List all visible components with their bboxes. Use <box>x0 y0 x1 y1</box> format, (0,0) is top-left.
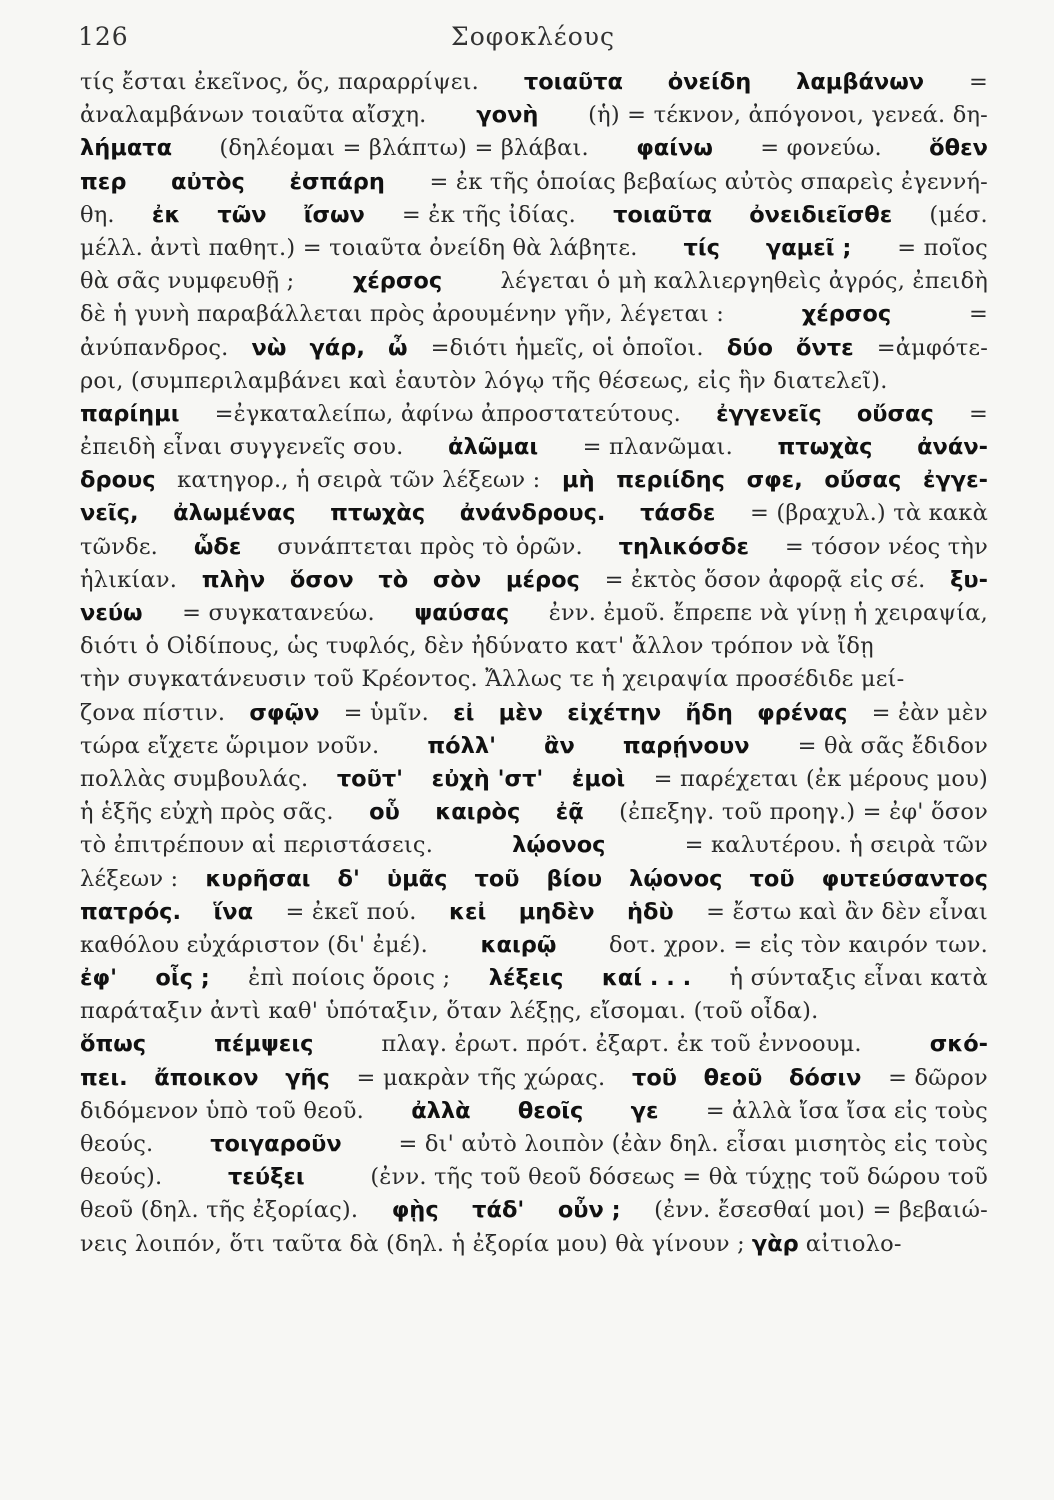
gloss-text: λέξεων : <box>80 865 179 892</box>
text-line <box>80 232 988 265</box>
lemma-bold: ἐμοὶ <box>571 765 626 792</box>
gloss-text: τίς ἔσται ἐκεῖνος, ὅς, παραρρίψει. <box>80 69 480 95</box>
gloss-text: πολλὰς συμβουλάς. <box>80 765 309 792</box>
gloss-text: ἀναλαμβάνων τοιαῦτα αἴσχη. <box>80 102 427 129</box>
gloss-text: (ἐπεξηγ. τοῦ προηγ.) = ἐφ' ὅσον <box>619 799 988 826</box>
gloss-text: θεοῦ (δηλ. τῆς ἐξορίας). <box>80 1197 359 1224</box>
lemma-bold: πτωχὰς <box>777 434 873 461</box>
lemma-bold: τοιγαροῦν <box>210 1131 342 1157</box>
text-line <box>80 1228 988 1261</box>
text-line <box>80 431 988 464</box>
page-header <box>78 22 988 62</box>
lemma-bold: ἐκ <box>151 201 181 228</box>
text-line <box>80 763 988 796</box>
gloss-text: = φονεύω. <box>760 135 882 162</box>
lemma-bold: ἀλῶμαι <box>448 434 539 461</box>
lemma-bold: ἀνάνδρους. <box>459 500 606 527</box>
gloss-text: = ὑμῖν. <box>343 699 429 726</box>
lemma-bold: πει. <box>80 1064 128 1091</box>
lemma-bold: πόλλ' <box>427 732 496 759</box>
gloss-text: = δῶρον <box>888 1064 988 1091</box>
gloss-text: = πλανῶμαι. <box>582 434 733 461</box>
lemma-bold: λῴονος <box>512 832 606 859</box>
gloss-text: = <box>968 301 988 328</box>
gloss-text: παράταξιν ἀντὶ καθ' ὑπόταξιν, ὅταν λέξῃς, εἴσομαι. (τοῦ οἶδα). <box>80 998 819 1025</box>
gloss-text: νεις λοιπόν, ὅτι ταῦτα δὰ (δηλ. ἡ ἐξορία μου) θὰ γίνουν ; <box>80 1230 745 1257</box>
lemma-bold: πλὴν <box>201 566 266 593</box>
gloss-text: καθόλου εὐχάριστον (δι' ἐμέ). <box>80 931 428 958</box>
lemma-bold: τοῦτ' <box>336 765 404 792</box>
gloss-text: ἡλικίαν. <box>80 566 178 593</box>
lemma-bold: νεῖς, <box>80 500 139 527</box>
lemma-bold: ἀλλὰ <box>411 1097 471 1124</box>
text-line <box>80 1062 988 1095</box>
text-line <box>80 663 988 696</box>
lemma-bold: γῆς <box>285 1064 330 1091</box>
text-line <box>80 1095 988 1128</box>
lemma-bold: ἵνα <box>213 898 254 925</box>
text-line <box>80 630 988 663</box>
text-line <box>80 398 988 431</box>
gloss-text: ἐπειδὴ εἶναι συγγενεῖς σου. <box>80 434 404 461</box>
lemma-bold: βίου <box>546 865 603 892</box>
gloss-text: =ἐγκαταλείπω, ἀφίνω ἀπροστατεύτους. <box>214 400 681 427</box>
lemma-bold: ἐγγε- <box>922 467 988 494</box>
lemma-bold: παρίημι <box>80 400 180 427</box>
lemma-bold: οὗ <box>369 799 400 826</box>
lemma-bold: δύο <box>726 334 773 361</box>
lemma-bold: τοῦ <box>631 1064 677 1091</box>
lemma-bold: γάρ, <box>309 334 365 361</box>
lemma-bold: οὔσας <box>856 400 934 427</box>
gloss-text: =διότι ἡμεῖς, οἱ ὁποῖοι. <box>430 334 704 361</box>
lemma-bold: γονὴ <box>476 102 539 129</box>
lemma-bold: ὅπως <box>80 1031 147 1058</box>
lemma-bold: τηλικόσδε <box>618 533 749 560</box>
lemma-bold: ἀλωμένας <box>173 500 296 527</box>
gloss-text: = ἔστω καὶ ἂν δὲν εἶναι <box>706 898 988 925</box>
gloss-text: = τόσον νέος τὴν <box>784 533 988 560</box>
text-line <box>80 829 988 862</box>
lemma-bold: καιρῷ <box>480 931 557 958</box>
lemma-bold: πατρός. <box>80 898 182 925</box>
lemma-bold: τὸ <box>378 566 409 593</box>
gloss-text: δὲ ἡ γυνὴ παραβάλλεται πρὸς ἀρουμένην γῆν, λέγεται : <box>80 301 724 328</box>
gloss-text: συνάπτεται πρὸς τὸ ὁρῶν. <box>277 533 583 560</box>
lemma-bold: τίς <box>683 234 720 261</box>
commentary-text <box>80 66 988 1261</box>
text-line <box>80 929 988 962</box>
gloss-text: θὰ σᾶς νυμφευθῇ ; <box>80 268 295 295</box>
gloss-text: τὴν συγκατάνευσιν τοῦ Κρέοντος. Ἄλλως τε ἡ χειραψία προσέδιδε μεί- <box>80 666 905 693</box>
lemma-bold: θεοῦ <box>703 1064 763 1091</box>
lemma-bold: ἄποικον <box>154 1064 259 1091</box>
text-line <box>80 332 988 365</box>
lemma-bold: μέρος <box>505 566 580 593</box>
gloss-text: ἐπὶ ποίοις ὅροις ; <box>248 965 451 992</box>
text-line <box>80 1161 988 1194</box>
lemma-bold: δόσιν <box>788 1064 862 1091</box>
gloss-text: = ἐὰν μὲν <box>871 699 988 726</box>
gloss-text: = παρέχεται (ἐκ μέρους μου) <box>653 765 988 792</box>
lemma-bold: τοιαῦτα <box>523 69 623 95</box>
lemma-bold: ὑμᾶς <box>386 865 448 892</box>
lemma-bold: δ' <box>337 865 360 892</box>
lemma-bold: ὄντε <box>796 334 854 361</box>
gloss-text: ζονα πίστιν. <box>80 699 226 726</box>
lemma-bold: λέξεις <box>488 965 564 992</box>
lemma-bold: σκό- <box>929 1031 988 1058</box>
lemma-bold: οὖν ; <box>557 1197 621 1224</box>
lemma-bold: καί . . . <box>601 965 692 992</box>
gloss-text: τὸ ἐπιτρέπουν αἱ περιστάσεις. <box>80 832 434 859</box>
gloss-text: τώρα εἴχετε ὥριμον νοῦν. <box>80 732 380 759</box>
text-line <box>80 564 988 597</box>
gloss-text: = <box>968 69 988 95</box>
lemma-bold: τοιαῦτα <box>613 201 713 228</box>
gloss-text: θεούς. <box>80 1131 154 1157</box>
lemma-bold: ὦ <box>387 334 408 361</box>
text-line <box>80 298 988 331</box>
lemma-bold: νεύω <box>80 600 143 626</box>
lemma-bold: ὅθεν <box>929 135 988 162</box>
lemma-bold: ἀνάν- <box>917 434 988 461</box>
lemma-bold: ἡδὺ <box>626 898 674 925</box>
lemma-bold: μὴ <box>562 467 595 494</box>
lemma-bold: ὧδε <box>193 533 242 560</box>
lemma-bold: πτωχὰς <box>330 500 426 527</box>
text-line <box>80 697 988 730</box>
gloss-text: = <box>968 400 988 427</box>
gloss-text: = ποῖος <box>897 234 988 261</box>
lemma-bold: ἐᾷ <box>555 799 584 826</box>
text-line <box>80 531 988 564</box>
lemma-bold: οἷς ; <box>155 965 210 992</box>
lemma-bold: ἐγγενεῖς <box>716 400 822 427</box>
gloss-text: ἡ ἑξῆς εὐχὴ πρὸς σᾶς. <box>80 799 334 826</box>
gloss-text: = ἐκτὸς ὅσον ἀφορᾷ εἰς σέ. <box>604 566 926 593</box>
lemma-bold: ὀνειδιεῖσθε <box>749 201 893 228</box>
text-line <box>80 66 988 99</box>
gloss-text: μέλλ. ἀντὶ παθητ.) = τοιαῦτα ὀνείδη θὰ λάβητε. <box>80 234 638 261</box>
lemma-bold: γὰρ <box>751 1230 799 1257</box>
lemma-bold: τάσδε <box>640 500 716 527</box>
gloss-text: ἐνν. ἐμοῦ. ἔπρεπε νὰ γίνῃ ἡ χειραψία, <box>548 600 988 626</box>
lemma-bold: δρους <box>80 467 156 494</box>
gloss-text: = (βραχυλ.) τὰ κακὰ <box>749 500 988 527</box>
lemma-bold: τοῦ <box>749 865 795 892</box>
lemma-bold: ψαύσας <box>414 600 510 626</box>
lemma-bold: λαμβάνων <box>796 69 925 95</box>
text-line <box>80 265 988 298</box>
text-line <box>80 1128 988 1161</box>
lemma-bold: νὼ <box>251 334 287 361</box>
gloss-text: = ἐκ τῆς ἰδίας. <box>401 201 577 228</box>
gloss-text: = καλυτέρου. ἡ σειρὰ τῶν <box>684 832 988 859</box>
lemma-bold: λῴονος <box>629 865 723 892</box>
gloss-text: διδόμενον ὑπὸ τοῦ θεοῦ. <box>80 1097 364 1124</box>
lemma-bold: σφε, <box>746 467 803 494</box>
text-line <box>80 132 988 165</box>
gloss-text: πλαγ. ἐρωτ. πρότ. ἐξαρτ. ἐκ τοῦ ἐννοουμ. <box>381 1031 862 1058</box>
lemma-bold: ἤδη <box>685 699 733 726</box>
text-line <box>80 896 988 929</box>
gloss-text: (ἡ) = τέκνον, ἀπόγονοι, γενεά. δη- <box>588 102 988 129</box>
text-line <box>80 464 988 497</box>
lemma-bold: λήματα <box>80 135 173 162</box>
text-line <box>80 99 988 132</box>
gloss-text: λέγεται ὁ μὴ καλλιεργηθεὶς ἀγρός, ἐπειδὴ <box>500 268 988 295</box>
lemma-bold: ξυ- <box>950 566 988 593</box>
lemma-bold: θεοῖς <box>517 1097 584 1124</box>
text-line <box>80 962 988 995</box>
gloss-text: (μέσ. <box>929 201 988 228</box>
gloss-text: =ἀμφότε- <box>876 334 988 361</box>
text-line <box>80 995 988 1028</box>
text-line <box>80 199 988 232</box>
gloss-text: αἰτιολο- <box>805 1230 902 1257</box>
lemma-bold: μὲν <box>498 699 544 726</box>
gloss-text: διότι ὁ Οἰδίπους, ὡς τυφλός, δὲν ἠδύνατο κατ' ἄλλον τρόπον νὰ ἴδῃ <box>80 633 874 660</box>
text-line <box>80 796 988 829</box>
gloss-text: τῶνδε. <box>80 533 159 560</box>
lemma-bold: τάδ' <box>472 1197 525 1224</box>
gloss-text: (ἐνν. ἔσεσθαί μοι) = βεβαιώ- <box>654 1197 988 1224</box>
running-title: Σοφοκλέους <box>451 22 615 51</box>
lemma-bold: περ <box>80 168 127 195</box>
lemma-bold: μηδὲν <box>518 898 595 925</box>
lemma-bold: καιρὸς <box>435 799 521 826</box>
text-line <box>80 863 988 896</box>
lemma-bold: φρένας <box>757 699 848 726</box>
text-line <box>80 1028 988 1061</box>
gloss-text: = δι' αὐτὸ λοιπὸν (ἐὰν δηλ. εἶσαι μισητὸς εἰς τοὺς <box>398 1131 988 1157</box>
gloss-text: = ἐκ τῆς ὁποίας βεβαίως αὐτὸς σπαρεὶς ἐγεννή- <box>429 168 988 195</box>
lemma-bold: ὀνείδη <box>667 69 752 95</box>
lemma-bold: ἐσπάρη <box>289 168 385 195</box>
gloss-text: ἡ σύνταξις εἶναι κατὰ <box>729 965 988 992</box>
gloss-text: κατηγορ., ἡ σειρὰ τῶν λέξεων : <box>177 467 541 494</box>
lemma-bold: περιίδης <box>616 467 725 494</box>
lemma-bold: φῂς <box>391 1197 439 1224</box>
lemma-bold: φυτεύσαντος <box>821 865 988 892</box>
gloss-text: (ἐνν. τῆς τοῦ θεοῦ δόσεως = θὰ τύχῃς τοῦ δώρου τοῦ <box>370 1164 988 1191</box>
lemma-bold: ἴσων <box>303 201 365 228</box>
gloss-text: δοτ. χρον. = εἰς τὸν καιρόν των. <box>608 931 988 958</box>
gloss-text: = μακρὰν τῆς χώρας. <box>356 1064 606 1091</box>
lemma-bold: τῶν <box>217 201 267 228</box>
text-line <box>80 597 988 630</box>
gloss-text: = συγκατανεύω. <box>182 600 375 626</box>
lemma-bold: σφῷν <box>249 699 320 726</box>
lemma-bold: παρῄνουν <box>622 732 750 759</box>
text-line <box>80 1194 988 1227</box>
text-line <box>80 166 988 199</box>
lemma-bold: ἐφ' <box>80 965 118 992</box>
lemma-bold: εὐχὴ 'στ' <box>431 765 544 792</box>
lemma-bold: σὸν <box>432 566 482 593</box>
gloss-text: (δηλέομαι = βλάπτω) = βλάβαι. <box>219 135 589 162</box>
lemma-bold: χέρσος <box>352 268 443 295</box>
gloss-text: = ἀλλὰ ἴσα ἴσα εἰς τοὺς <box>705 1097 988 1124</box>
text-line <box>80 365 988 398</box>
lemma-bold: πέμψεις <box>214 1031 314 1058</box>
lemma-bold: χέρσος <box>801 301 892 328</box>
lemma-bold: τοῦ <box>474 865 520 892</box>
lemma-bold: εἰχέτην <box>567 699 662 726</box>
gloss-text: θεούς). <box>80 1164 163 1191</box>
gloss-text: = θὰ σᾶς ἔδιδον <box>797 732 988 759</box>
text-line <box>80 497 988 530</box>
gloss-text: ροι, (συμπεριλαμβάνει καὶ ἑαυτὸν λόγῳ τῆς θέσεως, εἰς ἣν διατελεῖ). <box>80 367 888 394</box>
lemma-bold: οὔσας <box>824 467 902 494</box>
lemma-bold: φαίνω <box>636 135 713 162</box>
lemma-bold: εἰ <box>453 699 475 726</box>
lemma-bold: γαμεῖ ; <box>765 234 852 261</box>
gloss-text: ἀνύπανδρος. <box>80 334 229 361</box>
lemma-bold: ἂν <box>544 732 575 759</box>
lemma-bold: ὅσον <box>289 566 354 593</box>
gloss-text: θη. <box>80 201 115 228</box>
gloss-text: = ἐκεῖ πού. <box>285 898 417 925</box>
page-number: 126 <box>78 22 129 51</box>
lemma-bold: τεύξει <box>228 1164 305 1191</box>
lemma-bold: γε <box>630 1097 659 1124</box>
lemma-bold: αὐτὸς <box>171 168 245 195</box>
text-line <box>80 730 988 763</box>
lemma-bold: κεἰ <box>449 898 487 925</box>
lemma-bold: κυρῆσαι <box>205 865 311 892</box>
